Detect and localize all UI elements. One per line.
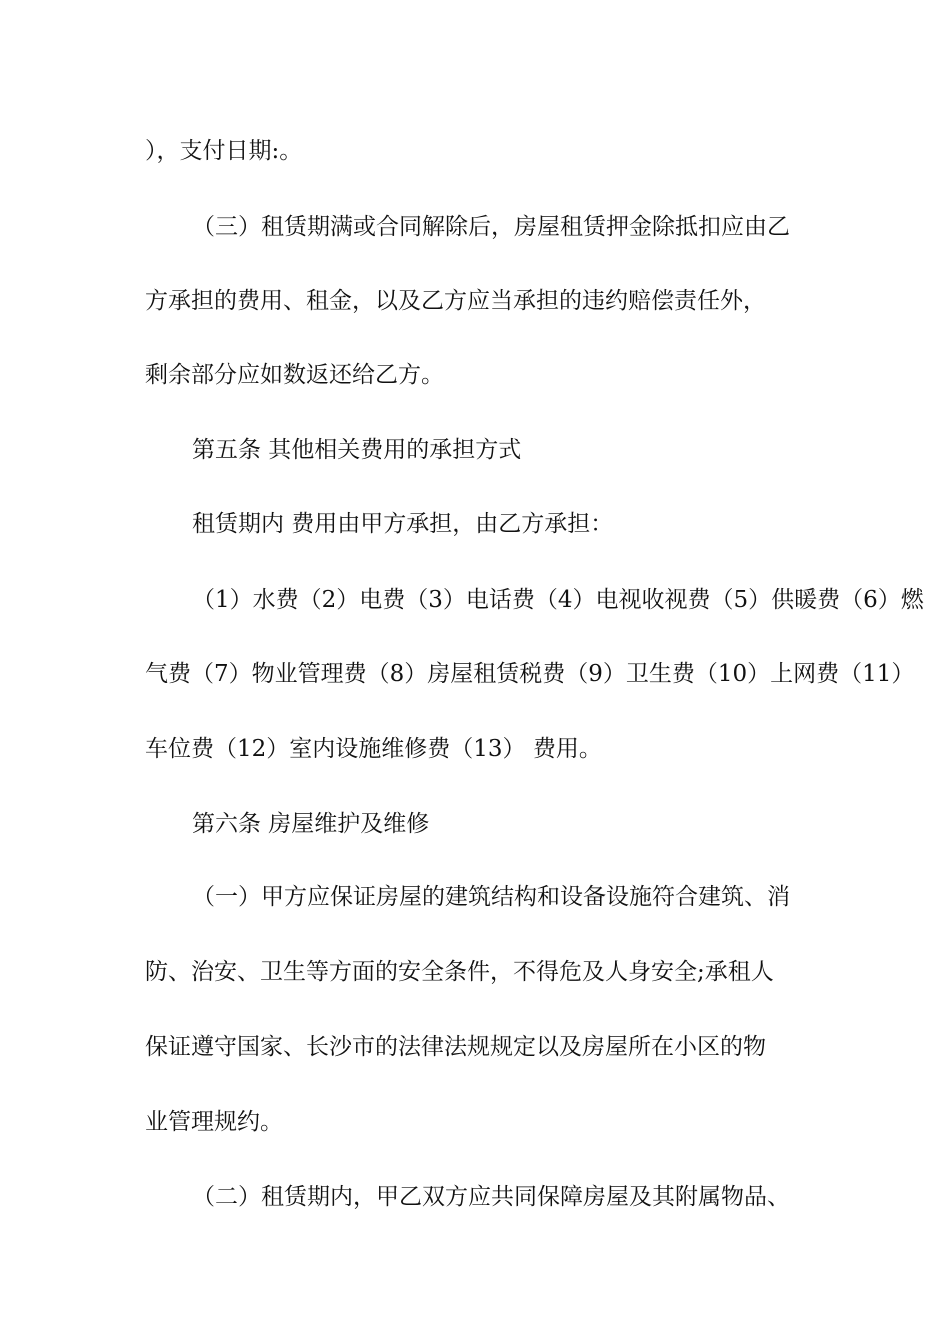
text-line: 防、治安、卫生等方面的安全条件，不得危及人身安全;承租人 xyxy=(145,959,774,985)
text-line: （一）甲方应保证房屋的建筑结构和设备设施符合建筑、消 xyxy=(192,884,790,910)
text-line: （三）租赁期满或合同解除后，房屋租赁押金除抵扣应由乙 xyxy=(192,214,790,240)
text-line: ），支付日期:。 xyxy=(145,138,303,164)
text-line: （1）水费（2）电费（3）电话费（4）电视收视费（5）供暖费（6）燃 xyxy=(192,587,924,613)
text-line: （二）租赁期内，甲乙双方应共同保障房屋及其附属物品、 xyxy=(192,1184,790,1210)
section-heading: 第五条 其他相关费用的承担方式 xyxy=(192,437,522,463)
text-line: 车位费（12）室内设施维修费（13） 费用。 xyxy=(145,736,602,762)
text-line: 气费（7）物业管理费（8）房屋租赁税费（9）卫生费（10）上网费（11） xyxy=(145,661,915,687)
text-line: 业管理规约。 xyxy=(145,1109,283,1135)
text-line: 剩余部分应如数返还给乙方。 xyxy=(145,362,444,388)
section-heading: 第六条 房屋维护及维修 xyxy=(192,811,430,837)
text-line: 方承担的费用、租金，以及乙方应当承担的违约赔偿责任外， xyxy=(145,288,766,314)
text-line: 租赁期内 费用由甲方承担，由乙方承担： xyxy=(192,511,614,537)
text-line: 保证遵守国家、长沙市的法律法规规定以及房屋所在小区的物 xyxy=(145,1034,766,1060)
